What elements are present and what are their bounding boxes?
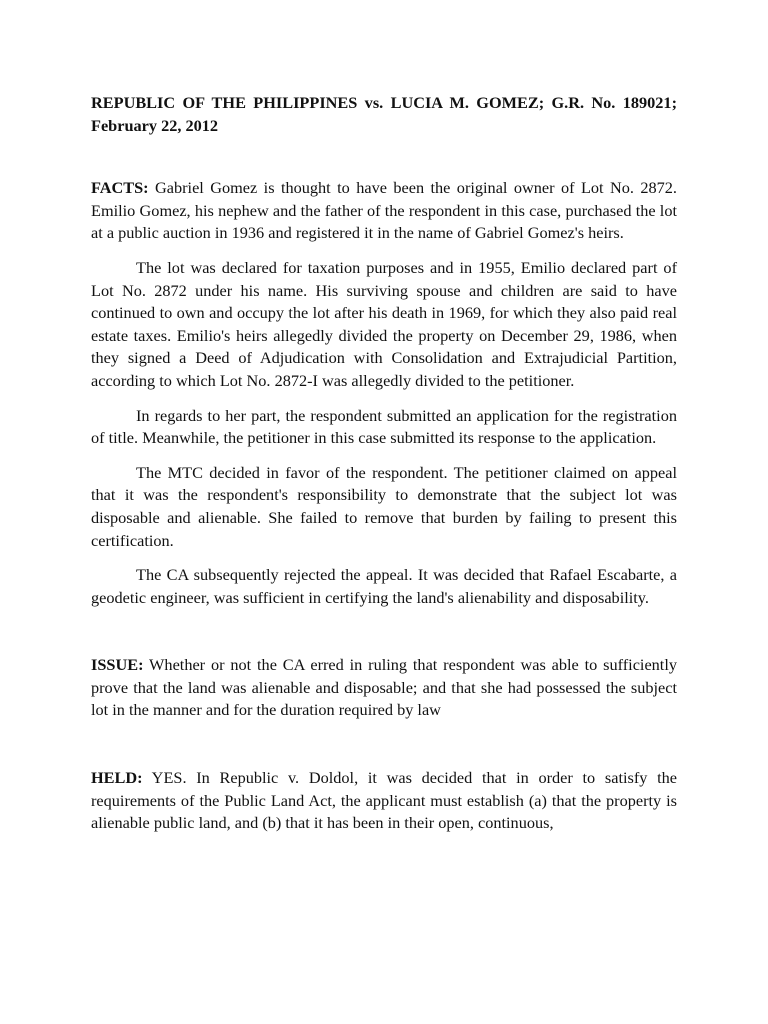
issue-text: Whether or not the CA erred in ruling that respondent was able to sufficiently prove that the land was alienable and disposable; and that she had possessed the subject lot in the manner and for the duration required by law	[91, 655, 677, 720]
issue-section	[91, 654, 677, 722]
spacer	[91, 137, 677, 177]
held-label: HELD:	[91, 768, 143, 788]
facts-text: Gabriel Gomez is thought to have been the original owner of Lot No. 2872. Emilio Gomez, his nephew and the father of the respondent in this case, purchased the lot at a public auction in 1936 and registered it in the name of Gabriel Gomez's heirs.	[91, 178, 677, 243]
facts-label: FACTS:	[91, 178, 149, 198]
body-paragraph: The MTC decided in favor of the respondent. The petitioner claimed on appeal that it was the respondent's responsibility to demonstrate that the subject lot was disposable and alienable. She failed to remove that burden by failing to present this certification.	[91, 462, 677, 550]
body-paragraph: The CA subsequently rejected the appeal. It was decided that Rafael Escabarte, a geodetic engineer, was sufficient in certifying the land's alienability and disposability.	[91, 565, 677, 607]
spacer	[91, 393, 677, 405]
body-paragraph: In regards to her part, the respondent submitted an application for the registration of title. Meanwhile, the petitioner in this case submitted its response to the application.	[91, 405, 677, 448]
body-paragraph: The lot was declared for taxation purposes and in 1955, Emilio declared part of Lot No. 2872 under his name. His surviving spouse and children are said to have continued to own and occupy the lot after his death in 1969, for which they also paid real estate taxes. Emilio's heirs allegedly divided the property on December 29, 1986, when they signed a Deed of Adjudication with Consolidation and Extrajudicial Partition, according to which Lot No. 2872-I was allegedly divided to the petitioner.	[91, 257, 677, 390]
facts-section	[91, 177, 677, 245]
held-section	[91, 767, 677, 835]
spacer	[91, 450, 677, 462]
case-title: REPUBLIC OF THE PHILIPPINES vs. LUCIA M. GOMEZ; G.R. No. 189021; February 22, 2012	[91, 93, 677, 135]
held-text: YES. In Republic v. Doldol, it was decided that in order to satisfy the requirements of the Public Land Act, the applicant must establish (a) that the property is alienable public land, and (b) that it has been in their open, continuous,	[91, 768, 677, 833]
spacer	[91, 722, 677, 767]
spacer	[91, 552, 677, 564]
spacer	[91, 245, 677, 257]
spacer	[91, 609, 677, 654]
issue-label: ISSUE:	[91, 655, 144, 675]
